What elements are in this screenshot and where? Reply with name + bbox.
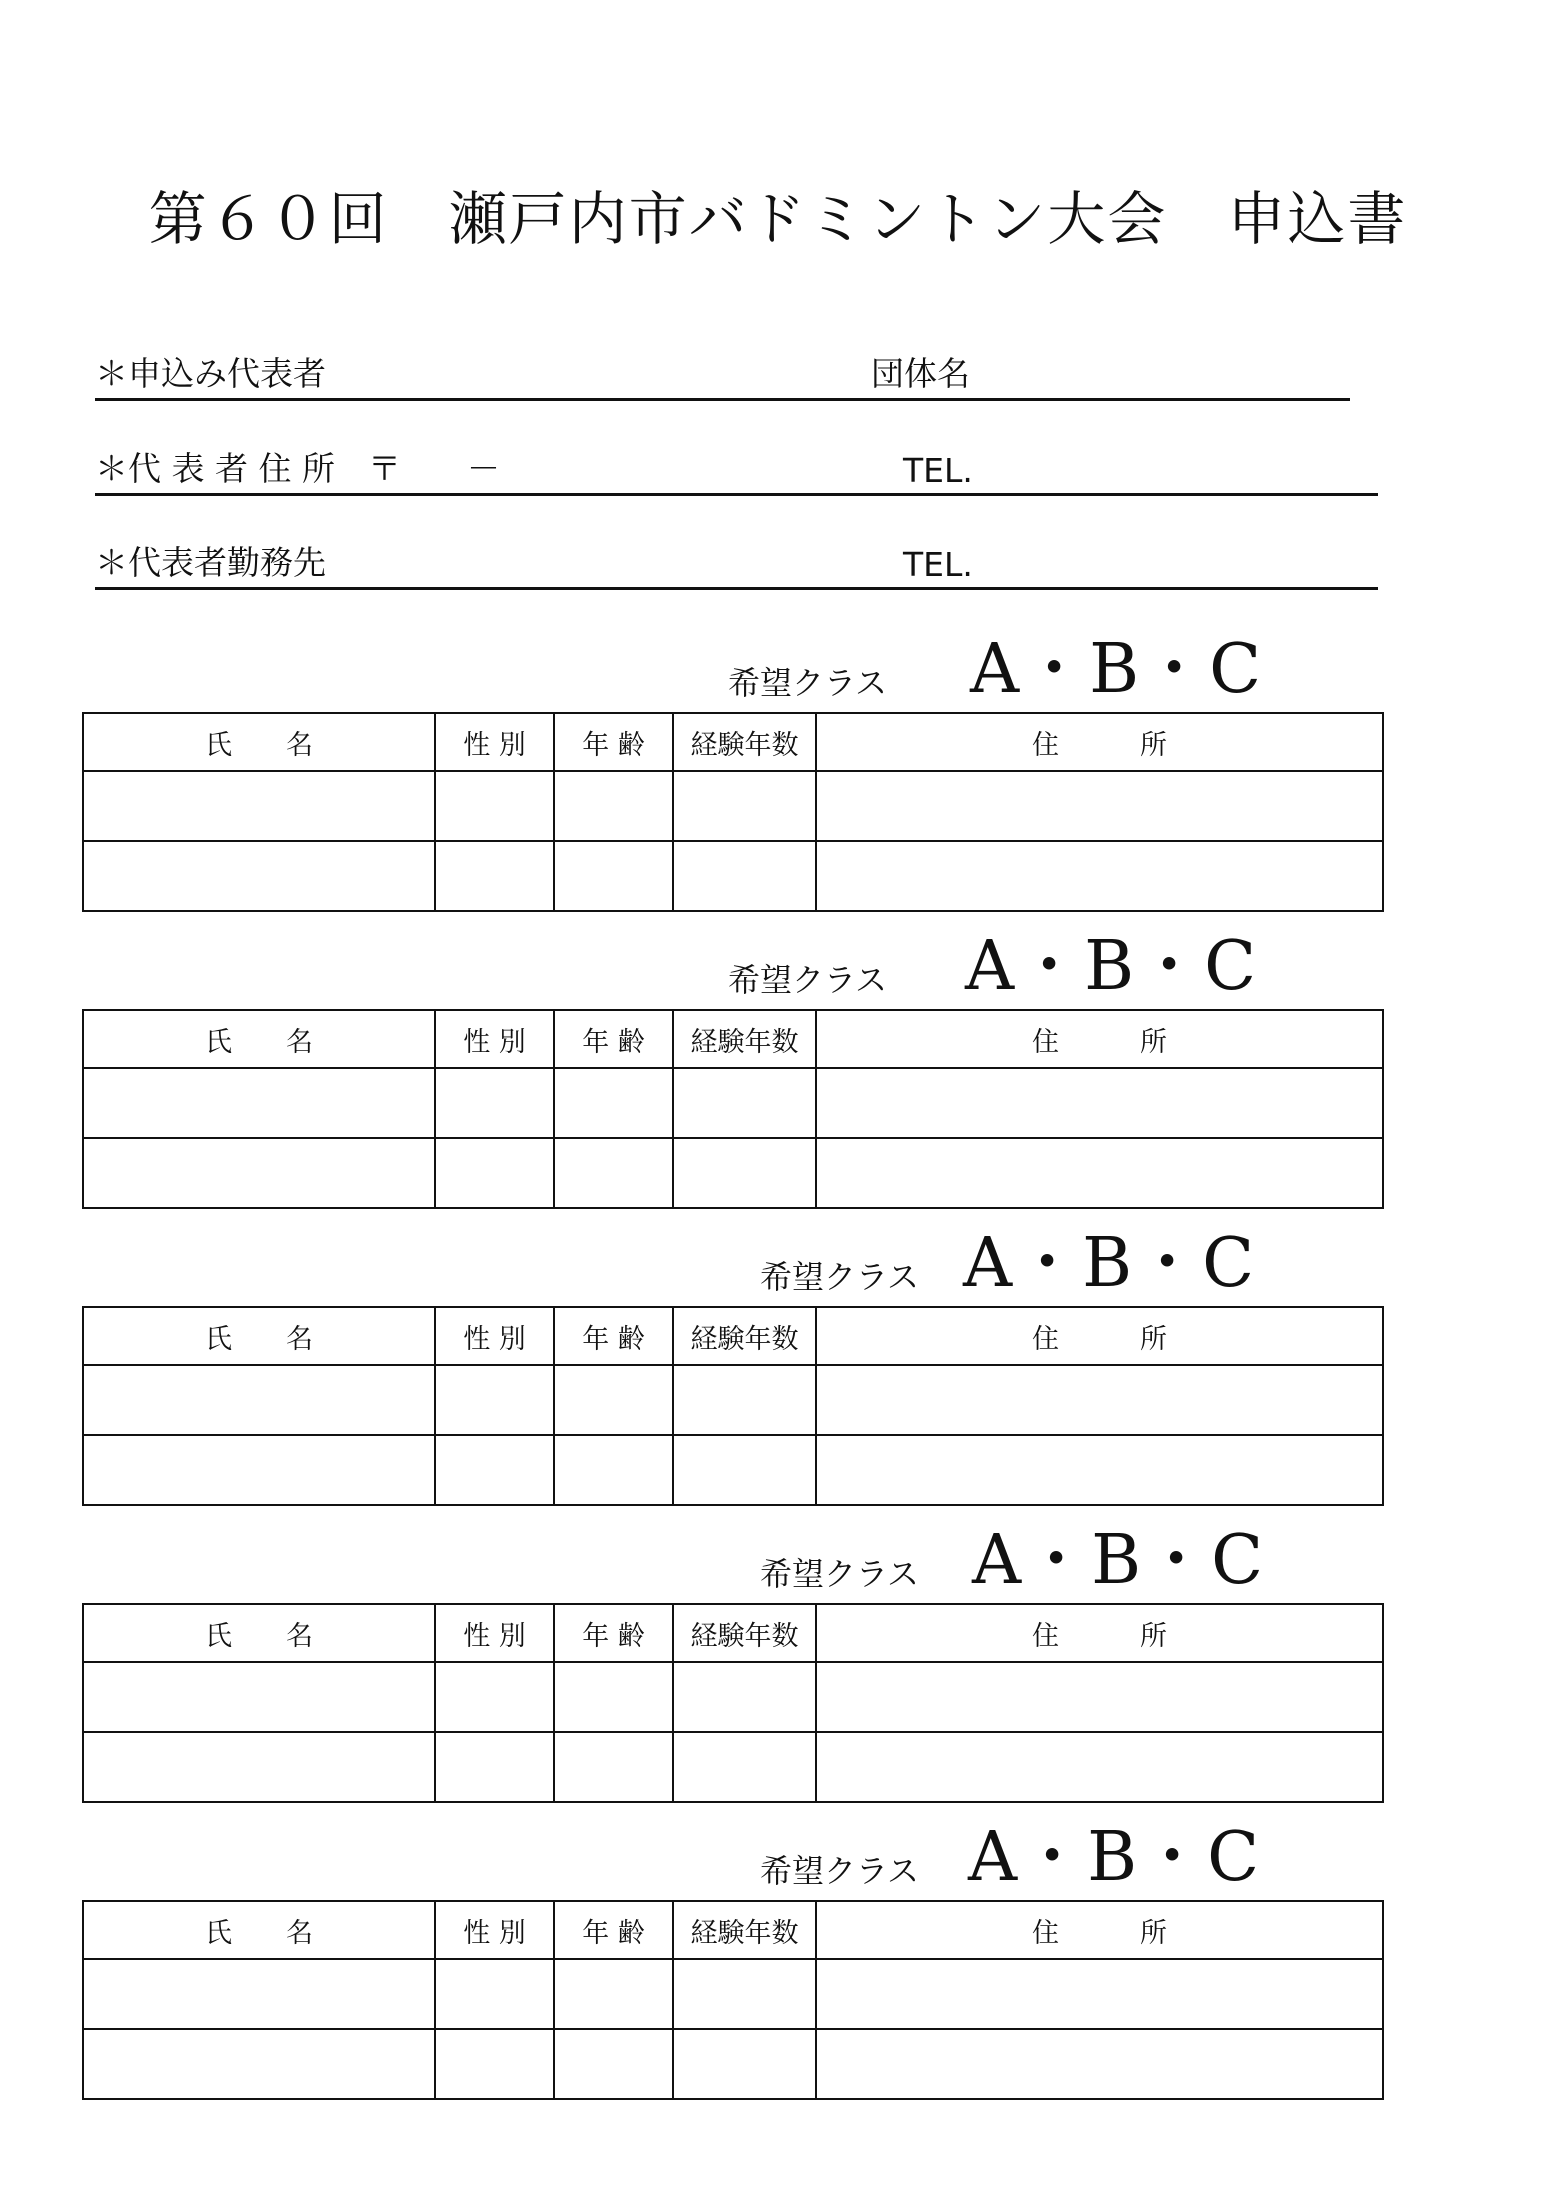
col-experience-header: 経験年数 — [673, 1307, 816, 1365]
class-selector — [0, 630, 1556, 709]
age-cell[interactable] — [554, 841, 673, 911]
col-experience-header: 経験年数 — [673, 1604, 816, 1662]
name-cell[interactable] — [83, 1959, 435, 2029]
col-experience-header: 経験年数 — [673, 713, 816, 771]
table-row — [83, 1732, 1383, 1802]
workplace-underline — [95, 587, 1378, 590]
table-row — [83, 1959, 1383, 2029]
gender-cell[interactable] — [435, 2029, 554, 2099]
age-cell[interactable] — [554, 771, 673, 841]
experience-cell[interactable] — [673, 2029, 816, 2099]
experience-cell[interactable] — [673, 1435, 816, 1505]
class-selector — [0, 927, 1556, 1006]
col-name-header: 氏 名 — [83, 1901, 435, 1959]
address-cell[interactable] — [816, 771, 1383, 841]
col-age-header: 年 齢 — [554, 1010, 673, 1068]
name-cell[interactable] — [83, 1435, 435, 1505]
workplace-label: ＊代表者勤務先 — [95, 543, 326, 582]
name-cell[interactable] — [83, 1138, 435, 1208]
col-name-header: 氏 名 — [83, 1604, 435, 1662]
gender-cell[interactable] — [435, 771, 554, 841]
table-row — [83, 771, 1383, 841]
age-cell[interactable] — [554, 1435, 673, 1505]
col-age-header: 年 齢 — [554, 1901, 673, 1959]
col-address-header: 住 所 — [816, 1010, 1383, 1068]
class-selector — [0, 1224, 1556, 1303]
class-options[interactable]: A・B・C — [965, 927, 1258, 1006]
address-tel-label: TEL. — [903, 451, 973, 490]
table-row — [83, 1365, 1383, 1435]
address-cell[interactable] — [816, 1435, 1383, 1505]
table-row — [83, 1068, 1383, 1138]
group-label: 団体名 — [871, 354, 970, 393]
entry-table — [82, 1009, 1384, 1209]
representative-row — [95, 355, 1350, 401]
class-selector — [0, 1818, 1556, 1897]
class-label: 希望クラス — [760, 1555, 920, 1593]
col-address-header: 住 所 — [816, 1604, 1383, 1662]
gender-cell[interactable] — [435, 1662, 554, 1732]
experience-cell[interactable] — [673, 771, 816, 841]
experience-cell[interactable] — [673, 1662, 816, 1732]
col-age-header: 年 齢 — [554, 713, 673, 771]
table-row — [83, 1138, 1383, 1208]
address-cell[interactable] — [816, 1068, 1383, 1138]
name-cell[interactable] — [83, 2029, 435, 2099]
gender-cell[interactable] — [435, 1732, 554, 1802]
representative-underline — [95, 398, 1350, 401]
address-cell[interactable] — [816, 841, 1383, 911]
table-header-row — [83, 1604, 1383, 1662]
name-cell[interactable] — [83, 1662, 435, 1732]
name-cell[interactable] — [83, 1732, 435, 1802]
table-row — [83, 1435, 1383, 1505]
col-gender-header: 性 別 — [435, 713, 554, 771]
workplace-row — [95, 544, 1378, 590]
experience-cell[interactable] — [673, 841, 816, 911]
gender-cell[interactable] — [435, 841, 554, 911]
gender-cell[interactable] — [435, 1435, 554, 1505]
class-options[interactable]: A・B・C — [963, 1224, 1256, 1303]
table-header-row — [83, 1010, 1383, 1068]
table-header-row — [83, 713, 1383, 771]
experience-cell[interactable] — [673, 1365, 816, 1435]
class-label: 希望クラス — [728, 664, 888, 702]
class-options[interactable]: A・B・C — [972, 1521, 1265, 1600]
address-cell[interactable] — [816, 1959, 1383, 2029]
workplace-tel-label: TEL. — [903, 545, 973, 584]
class-label: 希望クラス — [728, 961, 888, 999]
col-name-header: 氏 名 — [83, 1010, 435, 1068]
address-label: ＊代 表 者 住 所 〒 － — [95, 449, 500, 488]
col-experience-header: 経験年数 — [673, 1901, 816, 1959]
col-age-header: 年 齢 — [554, 1604, 673, 1662]
page-title: 第６０回 瀬戸内市バドミントン大会 申込書 — [148, 185, 1408, 253]
experience-cell[interactable] — [673, 1138, 816, 1208]
gender-cell[interactable] — [435, 1959, 554, 2029]
table-header-row — [83, 1901, 1383, 1959]
table-row — [83, 1662, 1383, 1732]
gender-cell[interactable] — [435, 1068, 554, 1138]
entry-table — [82, 1603, 1384, 1803]
name-cell[interactable] — [83, 1068, 435, 1138]
table-row — [83, 841, 1383, 911]
col-gender-header: 性 別 — [435, 1010, 554, 1068]
address-cell[interactable] — [816, 2029, 1383, 2099]
address-row — [95, 450, 1378, 496]
table-row — [83, 2029, 1383, 2099]
col-age-header: 年 齢 — [554, 1307, 673, 1365]
class-label: 希望クラス — [760, 1258, 920, 1296]
age-cell[interactable] — [554, 2029, 673, 2099]
age-cell[interactable] — [554, 1959, 673, 2029]
col-gender-header: 性 別 — [435, 1604, 554, 1662]
gender-cell[interactable] — [435, 1138, 554, 1208]
address-cell[interactable] — [816, 1732, 1383, 1802]
age-cell[interactable] — [554, 1732, 673, 1802]
entry-table — [82, 1306, 1384, 1506]
col-gender-header: 性 別 — [435, 1307, 554, 1365]
age-cell[interactable] — [554, 1662, 673, 1732]
experience-cell[interactable] — [673, 1959, 816, 2029]
address-cell[interactable] — [816, 1662, 1383, 1732]
col-address-header: 住 所 — [816, 1901, 1383, 1959]
class-selector — [0, 1521, 1556, 1600]
table-header-row — [83, 1307, 1383, 1365]
col-gender-header: 性 別 — [435, 1901, 554, 1959]
experience-cell[interactable] — [673, 1068, 816, 1138]
address-cell[interactable] — [816, 1138, 1383, 1208]
col-experience-header: 経験年数 — [673, 1010, 816, 1068]
col-name-header: 氏 名 — [83, 713, 435, 771]
gender-cell[interactable] — [435, 1365, 554, 1435]
name-cell[interactable] — [83, 1365, 435, 1435]
representative-label: ＊申込み代表者 — [95, 354, 326, 393]
experience-cell[interactable] — [673, 1732, 816, 1802]
age-cell[interactable] — [554, 1068, 673, 1138]
class-options[interactable]: A・B・C — [968, 1818, 1261, 1897]
name-cell[interactable] — [83, 771, 435, 841]
address-underline — [95, 493, 1378, 496]
col-address-header: 住 所 — [816, 713, 1383, 771]
col-name-header: 氏 名 — [83, 1307, 435, 1365]
age-cell[interactable] — [554, 1365, 673, 1435]
name-cell[interactable] — [83, 841, 435, 911]
address-cell[interactable] — [816, 1365, 1383, 1435]
entry-table — [82, 1900, 1384, 2100]
class-options[interactable]: A・B・C — [970, 630, 1263, 709]
entry-table — [82, 712, 1384, 912]
age-cell[interactable] — [554, 1138, 673, 1208]
class-label: 希望クラス — [760, 1852, 920, 1890]
col-address-header: 住 所 — [816, 1307, 1383, 1365]
